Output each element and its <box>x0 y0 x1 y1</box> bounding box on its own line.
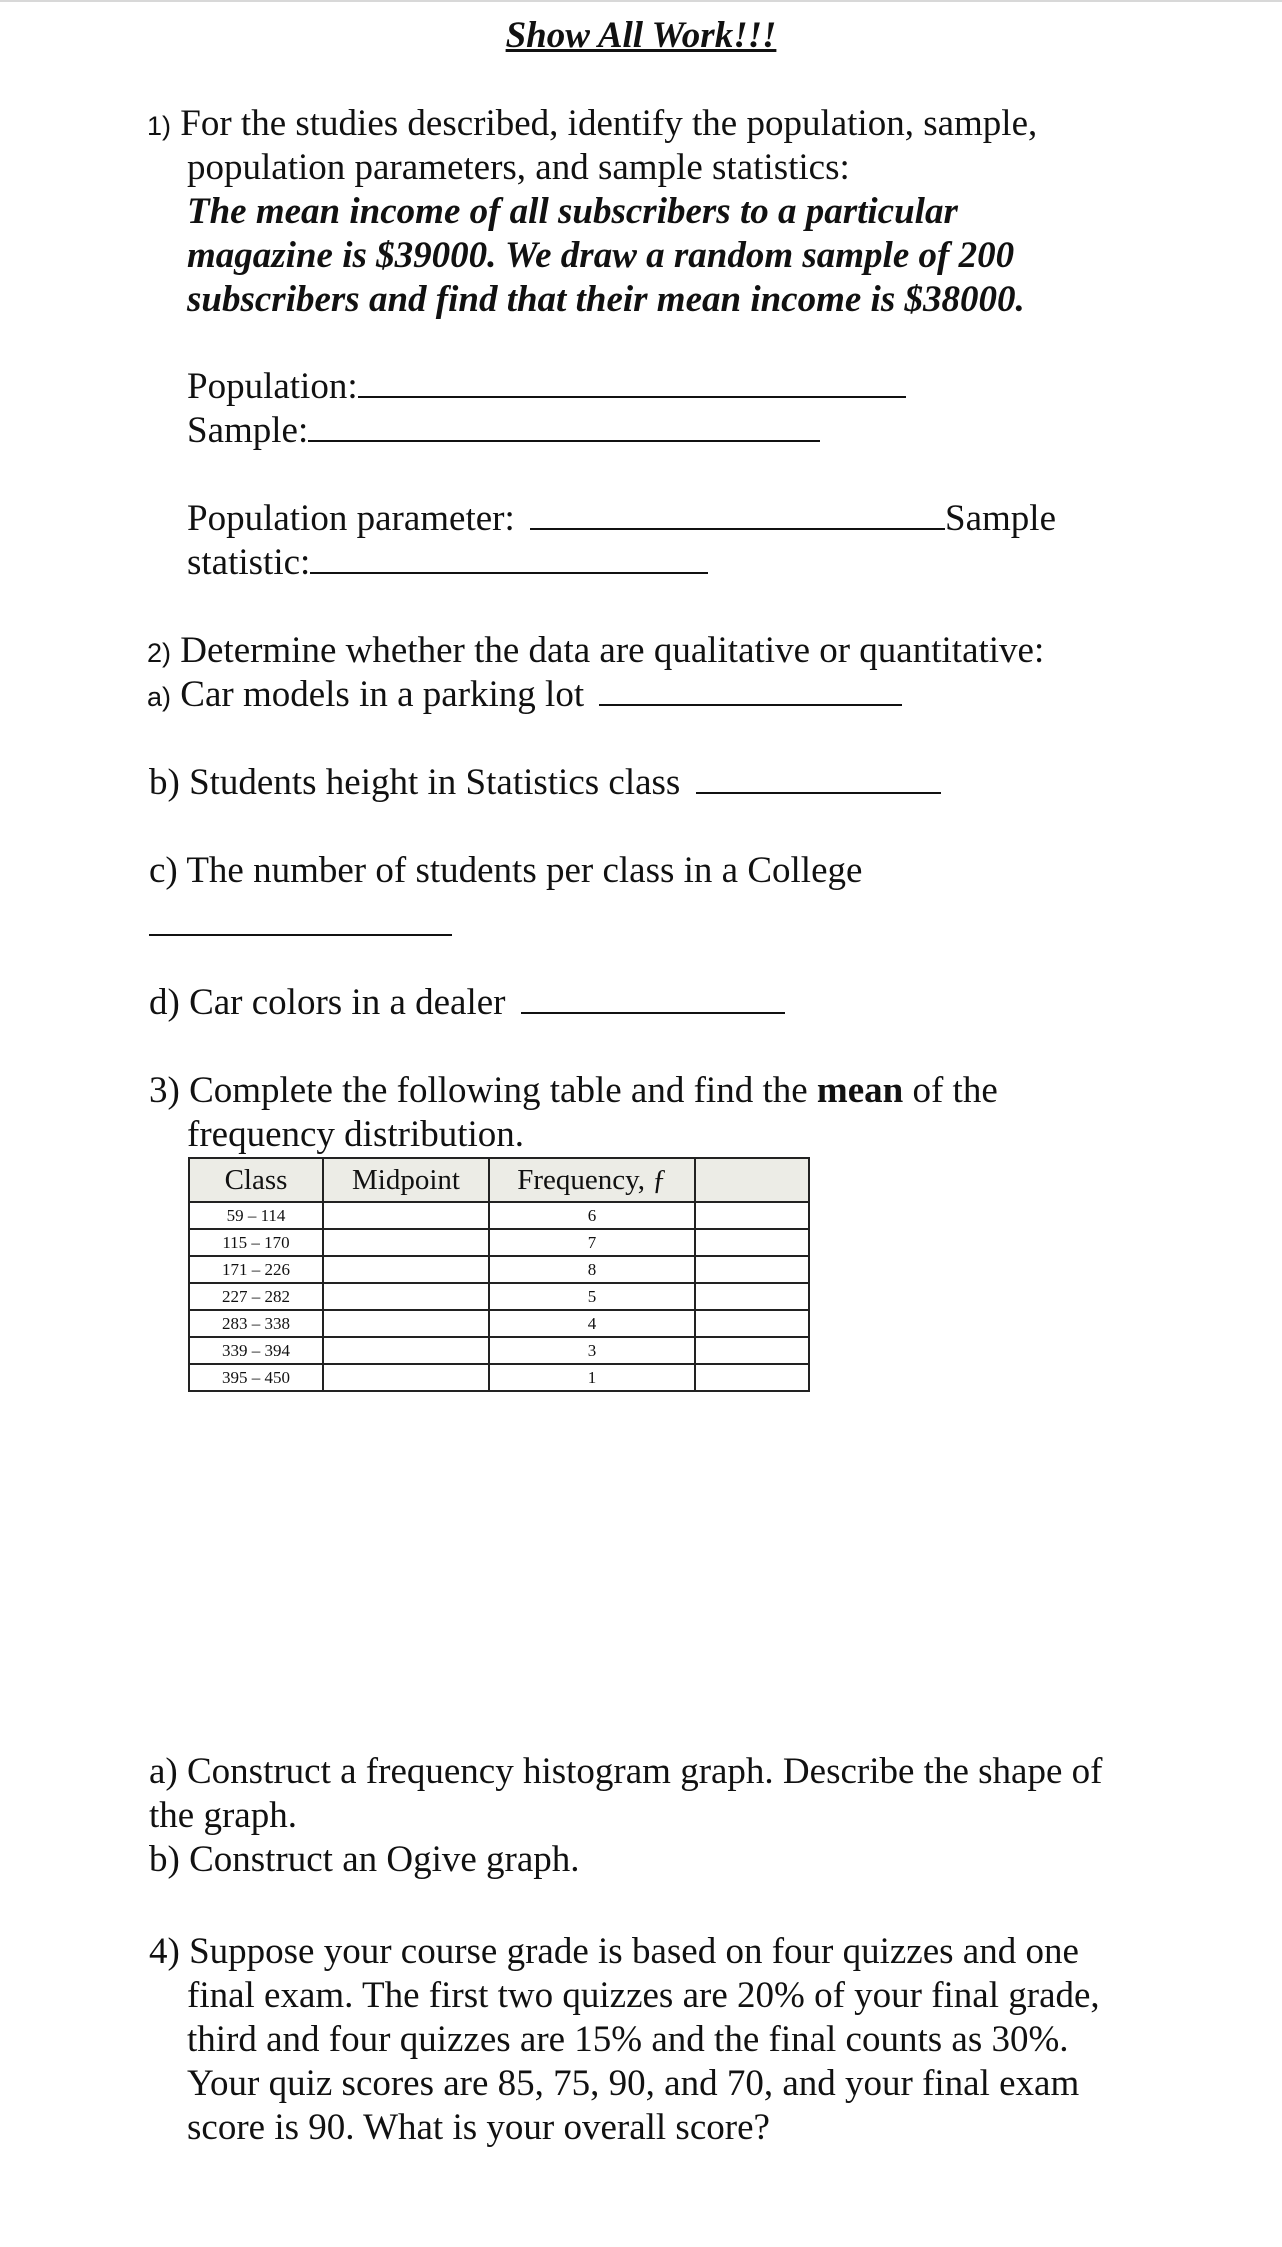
midpoint-cell[interactable] <box>323 1337 489 1364</box>
parameter-label: Population parameter: <box>187 498 515 539</box>
extra-cell[interactable] <box>695 1283 809 1310</box>
q1-prompt-line1: For the studies described, identify the population, sample, <box>180 103 1038 144</box>
q2-prompt-text: Determine whether the data are qualitative or quantitative: <box>180 630 1045 671</box>
statistic-field <box>187 541 708 585</box>
population-label: Population: <box>187 366 358 407</box>
parameter-answer-line[interactable] <box>530 527 945 530</box>
q2d-answer-line[interactable] <box>521 1011 785 1014</box>
frequency-cell: 4 <box>489 1310 695 1337</box>
frequency-cell: 7 <box>489 1229 695 1256</box>
q2-number: 2) <box>147 638 172 668</box>
q3-prompt <box>149 1069 998 1113</box>
frequency-cell: 5 <box>489 1283 695 1310</box>
q2b-answer-line[interactable] <box>696 791 941 794</box>
table-row <box>189 1202 809 1229</box>
q2a-answer-line[interactable] <box>599 703 902 706</box>
header-midpoint: Midpoint <box>323 1158 489 1202</box>
midpoint-cell[interactable] <box>323 1364 489 1391</box>
extra-cell[interactable] <box>695 1256 809 1283</box>
extra-cell[interactable] <box>695 1310 809 1337</box>
extra-cell[interactable] <box>695 1202 809 1229</box>
frequency-cell: 6 <box>489 1202 695 1229</box>
midpoint-cell[interactable] <box>323 1229 489 1256</box>
q1-prompt <box>147 102 1037 148</box>
extra-cell[interactable] <box>695 1364 809 1391</box>
q1-prompt-line2: population parameters, and sample statistics: <box>187 147 850 188</box>
statistic-label-part2: statistic: <box>187 542 311 583</box>
statistic-label-part1: Sample <box>945 498 1056 539</box>
q2-prompt <box>147 629 1044 675</box>
class-cell: 227 – 282 <box>189 1283 323 1310</box>
sample-answer-line[interactable] <box>308 439 820 442</box>
extra-cell[interactable] <box>695 1229 809 1256</box>
class-cell: 395 – 450 <box>189 1364 323 1391</box>
q4-line5: score is 90. What is your overall score? <box>187 2107 770 2148</box>
sample-field <box>187 409 820 453</box>
frequency-table <box>188 1157 810 1392</box>
population-field <box>187 365 906 409</box>
q3-part-a-line1: a) Construct a frequency histogram graph. Describe the shape of <box>149 1751 1103 1792</box>
q1-scenario-line2: magazine is $39000. We draw a random sample of 200 <box>187 235 1015 276</box>
sample-label: Sample: <box>187 410 309 451</box>
q2d-text: d) Car colors in a dealer <box>149 982 506 1023</box>
q2b <box>149 761 941 805</box>
table-row <box>189 1256 809 1283</box>
q2a-marker: a) <box>147 682 172 712</box>
q3-prompt-line2: frequency distribution. <box>187 1114 525 1155</box>
q2c-answer-line[interactable] <box>149 933 452 936</box>
header-class: Class <box>189 1158 323 1202</box>
class-cell: 283 – 338 <box>189 1310 323 1337</box>
page-title: Show All Work!!! <box>505 15 777 56</box>
class-cell: 115 – 170 <box>189 1229 323 1256</box>
frequency-cell: 3 <box>489 1337 695 1364</box>
q4-line4: Your quiz scores are 85, 75, 90, and 70, and your final exam <box>187 2063 1080 2104</box>
table-row <box>189 1283 809 1310</box>
q3-part-a-line2: the graph. <box>149 1795 297 1836</box>
q4-line2: final exam. The first two quizzes are 20% of your final grade, <box>187 1975 1100 2016</box>
class-cell: 59 – 114 <box>189 1202 323 1229</box>
table-row <box>189 1310 809 1337</box>
q2a-text: Car models in a parking lot <box>180 674 585 715</box>
q3-prompt-part1: 3) Complete the following table and find the <box>149 1070 817 1111</box>
table-row <box>189 1229 809 1256</box>
table-row <box>189 1337 809 1364</box>
frequency-cell: 1 <box>489 1364 695 1391</box>
q3-prompt-bold: mean <box>816 1070 904 1111</box>
q2a <box>147 673 902 719</box>
q3-part-b: b) Construct an Ogive graph. <box>149 1839 580 1880</box>
header-blank <box>695 1158 809 1202</box>
q1-number: 1) <box>147 111 172 141</box>
table-row <box>189 1364 809 1391</box>
q2c-text: c) The number of students per class in a College <box>149 850 863 891</box>
midpoint-cell[interactable] <box>323 1310 489 1337</box>
table-header-row <box>189 1158 809 1202</box>
midpoint-cell[interactable] <box>323 1256 489 1283</box>
q4-line3: third and four quizzes are 15% and the final counts as 30%. <box>187 2019 1069 2060</box>
statistic-answer-line[interactable] <box>310 571 708 574</box>
parameter-field <box>187 497 1056 541</box>
midpoint-cell[interactable] <box>323 1202 489 1229</box>
q2d <box>149 981 785 1025</box>
q2b-text: b) Students height in Statistics class <box>149 762 681 803</box>
q4-line1: 4) Suppose your course grade is based on four quizzes and one <box>149 1931 1079 1972</box>
q3-prompt-part2: of the <box>903 1070 998 1111</box>
q1-scenario-line3: subscribers and find that their mean income is $38000. <box>187 279 1025 320</box>
midpoint-cell[interactable] <box>323 1283 489 1310</box>
class-cell: 339 – 394 <box>189 1337 323 1364</box>
header-frequency: Frequency, ƒ <box>489 1158 695 1202</box>
q1-scenario-line1: The mean income of all subscribers to a particular <box>187 191 958 232</box>
population-answer-line[interactable] <box>358 395 906 398</box>
frequency-cell: 8 <box>489 1256 695 1283</box>
extra-cell[interactable] <box>695 1337 809 1364</box>
class-cell: 171 – 226 <box>189 1256 323 1283</box>
